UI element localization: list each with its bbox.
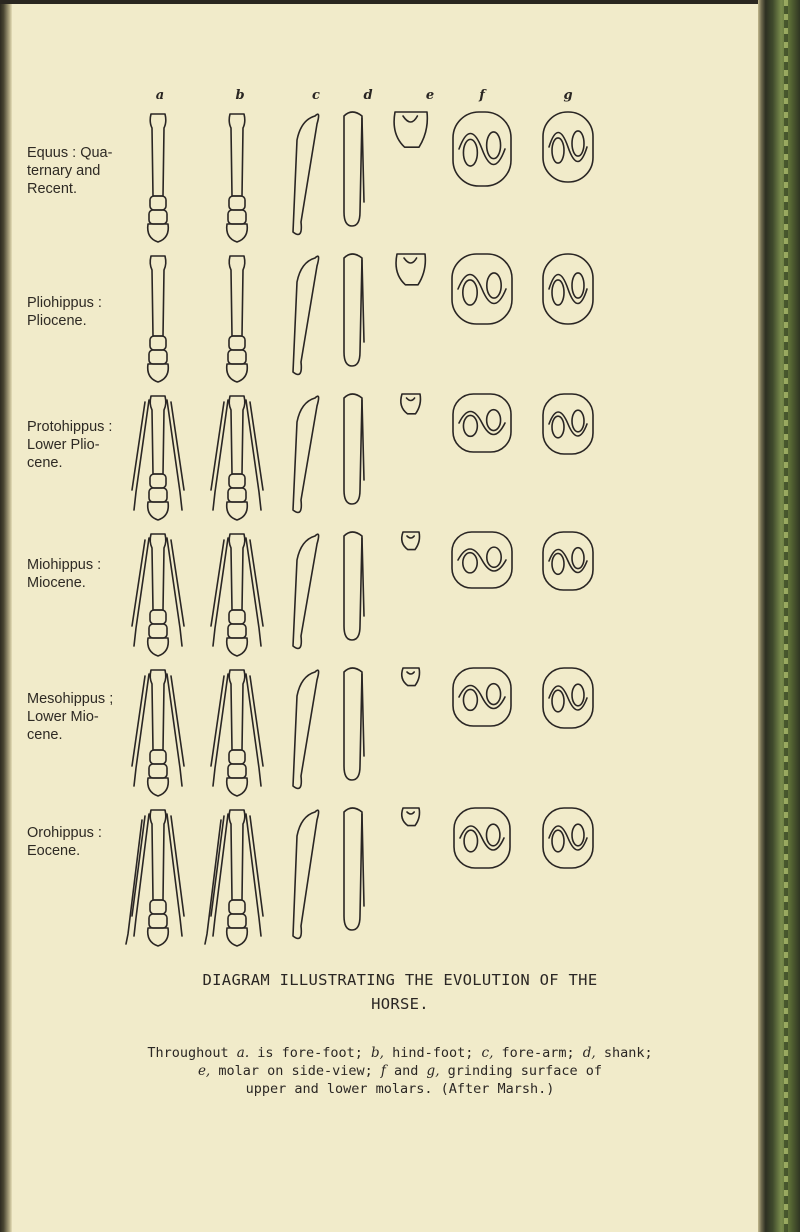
equus-hind-foot-pastern bbox=[229, 196, 245, 210]
orohippus-lower-molar-grinding-fossette-1 bbox=[552, 830, 564, 852]
orohippus-upper-molar-grinding-enamel bbox=[460, 826, 504, 850]
pliohippus-fore-foot-cannon bbox=[150, 256, 166, 336]
miohippus-fore-foot-side-toe-left bbox=[132, 538, 149, 646]
pliohippus-fore-foot-coronet bbox=[149, 350, 167, 364]
equus-lower-molar-grinding-fossette-2 bbox=[572, 131, 584, 156]
equus-fore-foot-coronet bbox=[149, 210, 167, 224]
orohippus-hind-foot-side-toe-right bbox=[246, 814, 263, 936]
protohippus-hind-foot-hoof bbox=[227, 502, 248, 520]
miohippus-hind-foot-coronet bbox=[228, 624, 246, 638]
pliohippus-fore-foot-pastern bbox=[150, 336, 166, 350]
protohippus-hind-foot-pastern bbox=[229, 474, 245, 488]
pliohippus-lower-molar-grinding-fossette-2 bbox=[572, 273, 584, 298]
miohippus-lower-molar-grinding-fossette-2 bbox=[572, 548, 584, 569]
row-label-miohippus: Miohippus : Miocene. bbox=[27, 557, 102, 591]
column-letter-d: d bbox=[363, 88, 373, 103]
pliohippus-hind-foot-coronet bbox=[228, 350, 246, 364]
mesohippus-lower-molar-grinding-fossette-1 bbox=[552, 690, 564, 712]
orohippus-fibula bbox=[362, 814, 364, 906]
orohippus-molar-side bbox=[402, 808, 420, 826]
orohippus-fore-foot-side-toe-right bbox=[167, 814, 184, 936]
miohippus-fore-foot-cannon bbox=[150, 534, 166, 610]
caption-body: Throughout a. is fore-foot; b, hind-foot; c, fore-arm; d, shank; e, molar on side-view; f and g, grinding surface of upper and lower molars. (After Marsh.) bbox=[147, 1045, 653, 1097]
mesohippus-hind-foot-hoof bbox=[227, 778, 248, 796]
orohippus-hind-foot-cannon bbox=[229, 810, 245, 900]
pliohippus-molar-root bbox=[404, 258, 417, 263]
pliohippus-lower-molar-grinding-enamel bbox=[549, 275, 587, 304]
equus-hind-foot-hoof bbox=[227, 224, 248, 242]
miohippus-lower-molar-grinding-enamel bbox=[549, 550, 587, 573]
pliohippus-forearm bbox=[293, 256, 319, 374]
row-label-mesohippus: Mesohippus ; Lower Mio- cene. bbox=[27, 691, 114, 743]
miohippus-hind-foot-side-toe-left bbox=[211, 538, 228, 646]
protohippus-lower-molar-grinding-fossette-2 bbox=[572, 410, 584, 432]
miohippus-upper-molar-grinding-fossette-2 bbox=[487, 547, 501, 567]
equus-upper-molar-grinding-fossette-2 bbox=[487, 132, 501, 159]
pliohippus-fibula bbox=[362, 260, 364, 342]
row-label-protohippus: Protohippus : Lower Plio- cene. bbox=[27, 419, 113, 471]
mesohippus-upper-molar-grinding-fossette-2 bbox=[487, 684, 501, 705]
mesohippus-shank bbox=[344, 668, 362, 780]
protohippus-fore-foot-pastern bbox=[150, 474, 166, 488]
orohippus-hind-foot-pastern bbox=[229, 900, 245, 914]
pliohippus-lower-molar-grinding-fossette-1 bbox=[552, 280, 564, 305]
mesohippus-fore-foot-pastern bbox=[150, 750, 166, 764]
miohippus-lower-molar-grinding-fossette-1 bbox=[552, 553, 564, 574]
column-letter-c: c bbox=[312, 88, 320, 103]
miohippus-upper-molar-grinding-enamel bbox=[458, 549, 506, 571]
pliohippus-fore-foot-hoof bbox=[148, 364, 169, 382]
equus-hind-foot-coronet bbox=[228, 210, 246, 224]
equus-upper-molar-grinding-fossette-1 bbox=[463, 139, 477, 166]
protohippus-hind-foot-side-toe-left bbox=[211, 400, 228, 510]
protohippus-molar-side bbox=[401, 394, 421, 414]
protohippus-fibula bbox=[362, 400, 364, 480]
equus-lower-molar-grinding-enamel bbox=[549, 133, 587, 162]
mesohippus-lower-molar-grinding-fossette-2 bbox=[572, 684, 584, 706]
equus-shank bbox=[344, 112, 362, 226]
equus-fore-foot-cannon bbox=[150, 114, 166, 196]
pliohippus-shank bbox=[344, 254, 362, 366]
row-label-equus: Equus : Qua- ternary and Recent. bbox=[27, 145, 113, 197]
miohippus-hind-foot-hoof bbox=[227, 638, 248, 656]
miohippus-fore-foot-hoof bbox=[148, 638, 169, 656]
mesohippus-molar-root bbox=[407, 672, 414, 674]
mesohippus-fore-foot-cannon bbox=[150, 670, 166, 750]
orohippus-forearm bbox=[293, 810, 319, 938]
equus-fore-foot-hoof bbox=[148, 224, 169, 242]
row-label-orohippus: Orohippus : Eocene. bbox=[27, 825, 102, 859]
column-letter-a: a bbox=[155, 88, 165, 103]
protohippus-fore-foot-side-toe-left bbox=[132, 400, 149, 510]
equus-fibula bbox=[362, 118, 364, 202]
miohippus-molar-root bbox=[407, 536, 414, 538]
pliohippus-hind-foot-cannon bbox=[229, 256, 245, 336]
miohippus-fore-foot-coronet bbox=[149, 624, 167, 638]
column-letter-f: f bbox=[479, 88, 485, 103]
protohippus-forearm bbox=[293, 396, 319, 512]
mesohippus-upper-molar-grinding-enamel bbox=[459, 686, 505, 709]
protohippus-molar-root bbox=[407, 398, 415, 401]
orohippus-lower-molar-grinding-enamel bbox=[549, 826, 587, 850]
mesohippus-fore-foot-coronet bbox=[149, 764, 167, 778]
equus-hind-foot-cannon bbox=[229, 114, 245, 196]
protohippus-hind-foot-coronet bbox=[228, 488, 246, 502]
column-letter-g: g bbox=[563, 88, 573, 103]
miohippus-upper-molar-grinding-fossette-1 bbox=[463, 553, 477, 573]
orohippus-fore-foot-coronet bbox=[149, 914, 167, 928]
miohippus-hind-foot-cannon bbox=[229, 534, 245, 610]
equus-fore-foot-pastern bbox=[150, 196, 166, 210]
orohippus-fore-foot-hoof bbox=[148, 928, 169, 946]
miohippus-shank bbox=[344, 532, 362, 640]
orohippus-fore-foot-outer-toe bbox=[126, 820, 142, 944]
miohippus-fore-foot-pastern bbox=[150, 610, 166, 624]
orohippus-hind-foot-outer-toe bbox=[205, 820, 221, 944]
orohippus-hind-foot-coronet bbox=[228, 914, 246, 928]
mesohippus-hind-foot-side-toe-left bbox=[211, 674, 228, 786]
column-letter-e: e bbox=[425, 88, 435, 103]
pliohippus-upper-molar-grinding-fossette-1 bbox=[463, 280, 477, 305]
protohippus-fore-foot-side-toe-right bbox=[167, 400, 184, 510]
mesohippus-fore-foot-side-toe-right bbox=[167, 674, 184, 786]
column-letter-b: b bbox=[235, 88, 245, 103]
equus-molar-root bbox=[403, 116, 417, 122]
pliohippus-molar-side bbox=[396, 254, 425, 285]
protohippus-lower-molar-grinding-fossette-1 bbox=[552, 416, 564, 438]
pliohippus-upper-molar-grinding-fossette-2 bbox=[487, 273, 501, 298]
pliohippus-hind-foot-pastern bbox=[229, 336, 245, 350]
mesohippus-upper-molar-grinding-fossette-1 bbox=[463, 689, 477, 710]
protohippus-upper-molar-grinding-fossette-1 bbox=[463, 415, 477, 436]
caption-title: DIAGRAM ILLUSTRATING THE EVOLUTION OF THE HORSE. bbox=[202, 971, 598, 1013]
row-label-pliohippus: Pliohippus : Pliocene. bbox=[27, 295, 102, 329]
protohippus-upper-molar-grinding-enamel bbox=[459, 412, 505, 435]
mesohippus-forearm bbox=[293, 670, 319, 788]
mesohippus-hind-foot-pastern bbox=[229, 750, 245, 764]
orohippus-shank bbox=[344, 808, 362, 930]
mesohippus-hind-foot-coronet bbox=[228, 764, 246, 778]
protohippus-lower-molar-grinding-enamel bbox=[549, 412, 587, 436]
miohippus-forearm bbox=[293, 534, 319, 648]
protohippus-upper-molar-grinding-fossette-2 bbox=[487, 410, 501, 431]
orohippus-upper-molar-grinding-fossette-2 bbox=[486, 824, 499, 846]
orohippus-fore-foot-cannon bbox=[150, 810, 166, 900]
protohippus-shank bbox=[344, 394, 362, 504]
protohippus-fore-foot-cannon bbox=[150, 396, 166, 474]
mesohippus-fore-foot-hoof bbox=[148, 778, 169, 796]
mesohippus-lower-molar-grinding-enamel bbox=[549, 686, 587, 710]
protohippus-hind-foot-side-toe-right bbox=[246, 400, 263, 510]
protohippus-hind-foot-cannon bbox=[229, 396, 245, 474]
mesohippus-fibula bbox=[362, 674, 364, 756]
orohippus-hind-foot-hoof bbox=[227, 928, 248, 946]
protohippus-fore-foot-coronet bbox=[149, 488, 167, 502]
miohippus-hind-foot-side-toe-right bbox=[246, 538, 263, 646]
orohippus-upper-molar-grinding-fossette-1 bbox=[464, 830, 477, 852]
miohippus-fibula bbox=[362, 538, 364, 616]
equus-upper-molar-grinding-enamel bbox=[459, 134, 505, 165]
equus-forearm bbox=[293, 114, 319, 234]
mesohippus-hind-foot-side-toe-right bbox=[246, 674, 263, 786]
miohippus-fore-foot-side-toe-right bbox=[167, 538, 184, 646]
pliohippus-upper-molar-grinding-enamel bbox=[458, 275, 506, 304]
orohippus-lower-molar-grinding-fossette-2 bbox=[572, 824, 584, 846]
miohippus-molar-side bbox=[402, 532, 420, 550]
orohippus-fore-foot-pastern bbox=[150, 900, 166, 914]
protohippus-fore-foot-hoof bbox=[148, 502, 169, 520]
pliohippus-hind-foot-hoof bbox=[227, 364, 248, 382]
mesohippus-hind-foot-cannon bbox=[229, 670, 245, 750]
equus-molar-side bbox=[394, 112, 427, 147]
orohippus-molar-root bbox=[407, 812, 414, 814]
mesohippus-fore-foot-side-toe-left bbox=[132, 674, 149, 786]
miohippus-hind-foot-pastern bbox=[229, 610, 245, 624]
mesohippus-molar-side bbox=[402, 668, 420, 686]
equus-lower-molar-grinding-fossette-1 bbox=[552, 138, 564, 163]
